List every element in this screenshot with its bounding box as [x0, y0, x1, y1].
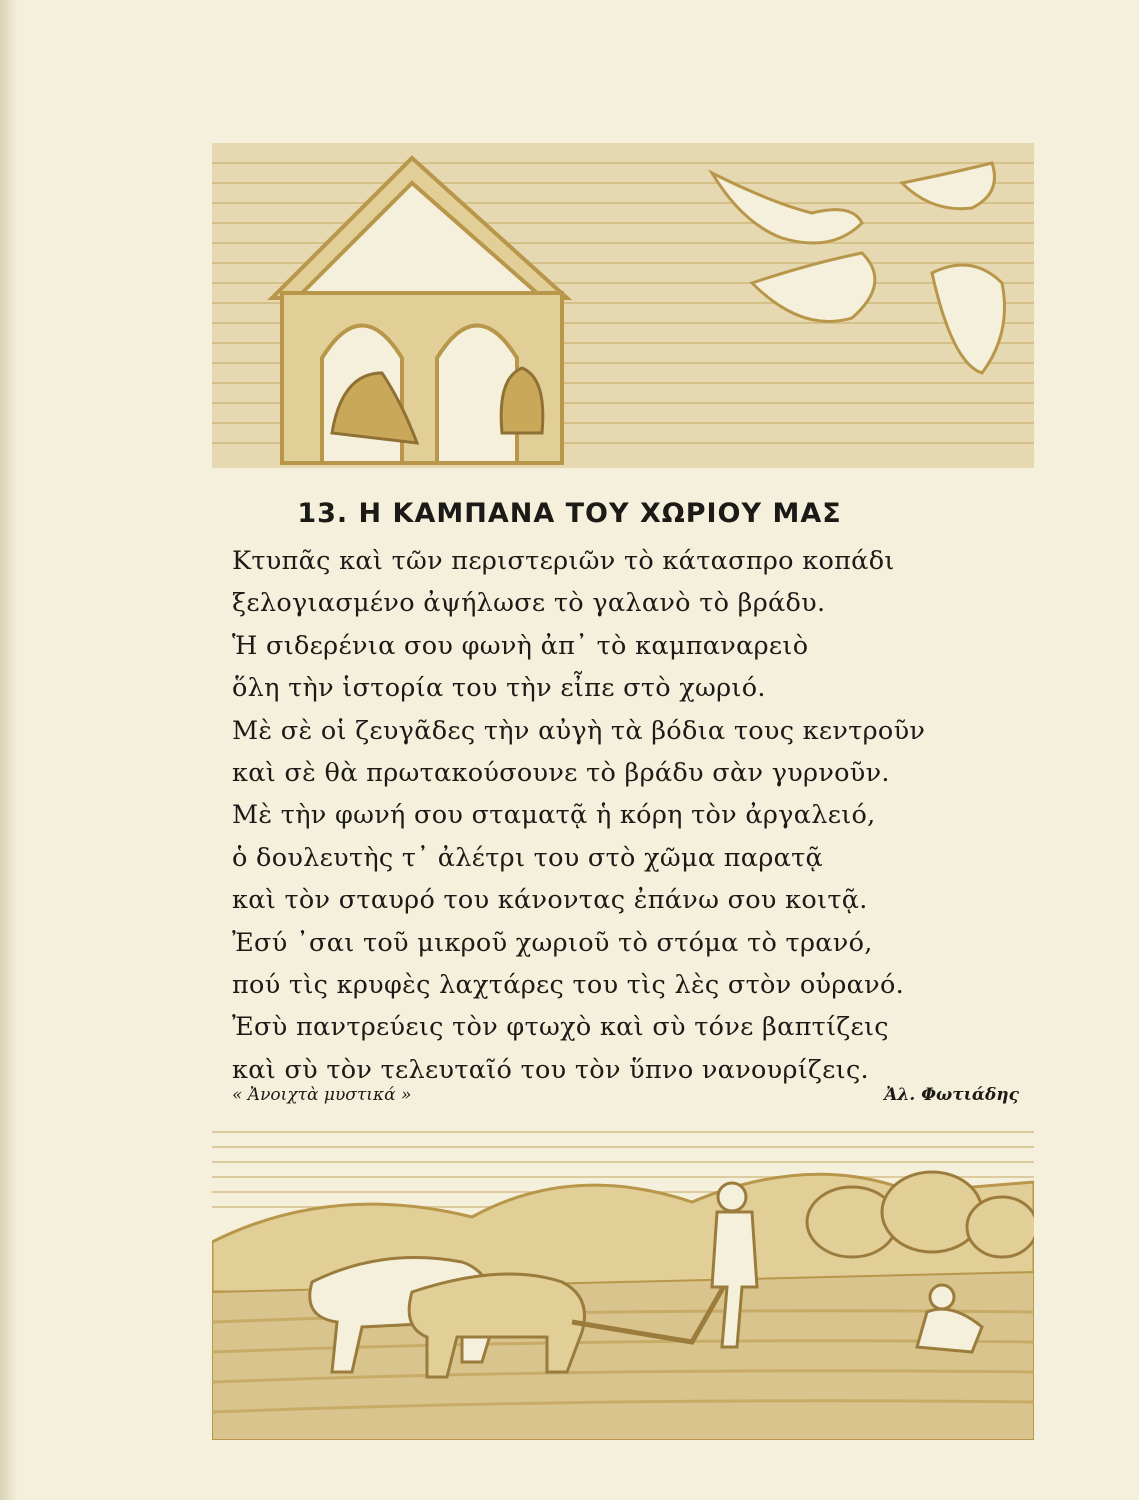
poem-line: καὶ σὲ θὰ πρωτακούσουνε τὸ βράδυ σὰν γυρνοῦν.: [232, 757, 890, 788]
poem-source: « Ἀνοιχτὰ μυστικά »: [232, 1085, 412, 1105]
poem-line: Μὲ σὲ οἱ ζευγᾶδες τὴν αὐγὴ τὰ βόδια τους κεντροῦν: [232, 715, 926, 746]
poem-line: Κτυπᾶς καὶ τῶν περιστεριῶν τὸ κάτασπρο κοπάδι: [232, 546, 895, 576]
poem-line: Ἡ σιδερένια σου φωνὴ ἀπ᾽ τὸ καμπαναρειὸ: [232, 630, 809, 661]
poem-line: καὶ τὸν σταυρό του κάνοντας ἐπάνω σου κοιτᾷ.: [232, 885, 868, 916]
page-gutter-shadow: [0, 0, 18, 1500]
page-title: 13. Η ΚΑΜΠΑΝΑ ΤΟΥ ΧΩΡΙΟΥ ΜΑΣ: [297, 498, 842, 530]
poem-line: ὅλη τὴν ἱστορία του τὴν εἶπε στὸ χωριό.: [232, 673, 766, 704]
poem-line: Ἐσὺ παντρεύεις τὸν φτωχὸ καὶ σὺ τόνε βαπτίζεις: [232, 1012, 889, 1043]
poem-line: ξελογιασμένο ἀψήλωσε τὸ γαλανὸ τὸ βράδυ.: [232, 588, 826, 619]
poem-author: Ἀλ. Φωτιάδης: [884, 1085, 1019, 1105]
poem-line: Ἐσύ ᾽σαι τοῦ μικροῦ χωριοῦ τὸ στόμα τὸ τρανό,: [232, 927, 873, 958]
poem-line: ὁ δουλευτὴς τ᾽ ἀλέτρι του στὸ χῶμα παρατᾷ: [232, 842, 824, 873]
bell-tower-illustration: [212, 143, 1034, 468]
poem-line: καὶ σὺ τὸν τελευταῖό του τὸν ὕπνο νανουρίζεις.: [232, 1054, 869, 1085]
poem: [232, 540, 1032, 1091]
poem-line: πού τὶς κρυφὲς λαχτάρες του τὶς λὲς στὸν οὐρανό.: [232, 969, 905, 1000]
plowing-illustration: [212, 1122, 1034, 1440]
poem-line: Μὲ τὴν φωνή σου σταματᾷ ἡ κόρη τὸν ἀργαλειό,: [232, 800, 876, 831]
